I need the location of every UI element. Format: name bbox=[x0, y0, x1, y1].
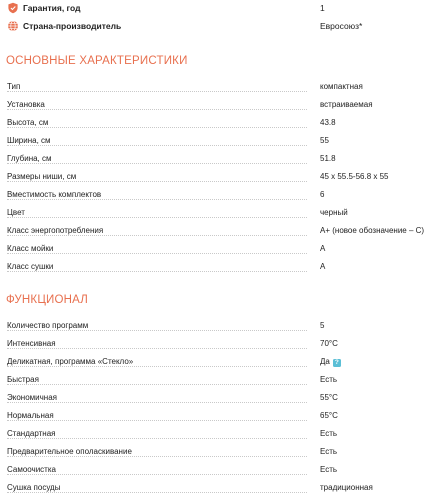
warranty-label: Гарантия, год bbox=[23, 3, 81, 13]
spec-label: Ширина, см bbox=[7, 136, 54, 145]
spec-value: 45 x 55.5-56.8 x 55 bbox=[320, 172, 389, 181]
spec-value: 51.8 bbox=[320, 154, 336, 163]
spec-label: Интенсивная bbox=[7, 339, 59, 348]
spec-label: Стандартная bbox=[7, 429, 58, 438]
row-divider bbox=[7, 109, 307, 110]
spec-row bbox=[0, 372, 429, 390]
section-title-main: ОСНОВНЫЕ ХАРАКТЕРИСТИКИ bbox=[6, 55, 188, 67]
spec-label: Класс энергопотребления bbox=[7, 226, 106, 235]
row-divider bbox=[7, 91, 307, 92]
row-divider bbox=[7, 384, 307, 385]
spec-row bbox=[0, 241, 429, 259]
spec-row bbox=[0, 151, 429, 169]
row-divider bbox=[7, 235, 307, 236]
spec-row bbox=[0, 223, 429, 241]
spec-label: Деликатная, программа «Стекло» bbox=[7, 357, 136, 366]
row-divider bbox=[7, 402, 307, 403]
spec-row bbox=[0, 115, 429, 133]
warranty-row bbox=[0, 0, 429, 18]
spec-label: Экономичная bbox=[7, 393, 60, 402]
spec-row bbox=[0, 390, 429, 408]
spec-row bbox=[0, 318, 429, 336]
row-divider bbox=[7, 456, 307, 457]
spec-value: Да bbox=[320, 357, 330, 366]
spec-row bbox=[0, 79, 429, 97]
spec-label: Быстрая bbox=[7, 375, 42, 384]
spec-label: Тип bbox=[7, 82, 23, 91]
row-divider bbox=[7, 492, 307, 493]
row-divider bbox=[7, 271, 307, 272]
spec-label: Установка bbox=[7, 100, 48, 109]
spec-row bbox=[0, 205, 429, 223]
spec-label: Нормальная bbox=[7, 411, 57, 420]
country-value: Евросоюз* bbox=[320, 21, 363, 31]
spec-value: A bbox=[320, 244, 326, 253]
shield-icon bbox=[7, 2, 19, 14]
spec-label: Высота, см bbox=[7, 118, 51, 127]
spec-value-with-help bbox=[320, 357, 341, 367]
row-divider bbox=[7, 127, 307, 128]
row-divider bbox=[7, 366, 307, 367]
spec-value: 65°C bbox=[320, 411, 338, 420]
row-divider bbox=[7, 181, 307, 182]
spec-row bbox=[0, 97, 429, 115]
warranty-value: 1 bbox=[320, 3, 325, 13]
spec-value: Есть bbox=[320, 447, 338, 456]
row-divider bbox=[7, 253, 307, 254]
row-divider bbox=[7, 217, 307, 218]
spec-row bbox=[0, 426, 429, 444]
spec-row bbox=[0, 259, 429, 277]
spec-value: 6 bbox=[320, 190, 325, 199]
spec-label: Класс сушки bbox=[7, 262, 56, 271]
row-divider bbox=[7, 348, 307, 349]
spec-value: черный bbox=[320, 208, 348, 217]
spec-value: A+ (новое обозначение – C) bbox=[320, 226, 425, 235]
spec-value: Есть bbox=[320, 465, 338, 474]
spec-label: Размеры ниши, см bbox=[7, 172, 79, 181]
row-divider bbox=[7, 330, 307, 331]
spec-row bbox=[0, 354, 429, 372]
row-divider bbox=[7, 199, 307, 200]
spec-value: 70°C bbox=[320, 339, 338, 348]
spec-value: 55 bbox=[320, 136, 329, 145]
spec-row bbox=[0, 169, 429, 187]
spec-label: Вместимость комплектов bbox=[7, 190, 104, 199]
spec-row bbox=[0, 336, 429, 354]
spec-row bbox=[0, 133, 429, 151]
spec-label: Цвет bbox=[7, 208, 28, 217]
spec-row bbox=[0, 462, 429, 480]
row-divider bbox=[7, 420, 307, 421]
spec-value: традиционная bbox=[320, 483, 373, 492]
spec-row bbox=[0, 444, 429, 462]
spec-label: Сушка посуды bbox=[7, 483, 63, 492]
spec-label: Класс мойки bbox=[7, 244, 56, 253]
country-row bbox=[0, 18, 429, 36]
globe-icon bbox=[7, 20, 19, 32]
spec-label: Самоочистка bbox=[7, 465, 59, 474]
spec-row bbox=[0, 480, 429, 498]
spec-value: Есть bbox=[320, 429, 338, 438]
spec-value: Есть bbox=[320, 375, 338, 384]
spec-label: Предварительное ополаскивание bbox=[7, 447, 135, 456]
spec-value: A bbox=[320, 262, 326, 271]
spec-row bbox=[0, 408, 429, 426]
row-divider bbox=[7, 474, 307, 475]
section-title-functions: ФУНКЦИОНАЛ bbox=[6, 294, 89, 306]
spec-value: 43.8 bbox=[320, 118, 336, 127]
spec-label: Глубина, см bbox=[7, 154, 55, 163]
help-icon[interactable]: ? bbox=[333, 359, 341, 367]
spec-value: 55°C bbox=[320, 393, 338, 402]
spec-value: встраиваемая bbox=[320, 100, 373, 109]
row-divider bbox=[7, 438, 307, 439]
spec-label: Количество программ bbox=[7, 321, 91, 330]
country-label: Страна-производитель bbox=[23, 21, 122, 31]
spec-row bbox=[0, 187, 429, 205]
spec-value: компактная bbox=[320, 82, 363, 91]
row-divider bbox=[7, 163, 307, 164]
spec-value: 5 bbox=[320, 321, 325, 330]
row-divider bbox=[7, 145, 307, 146]
